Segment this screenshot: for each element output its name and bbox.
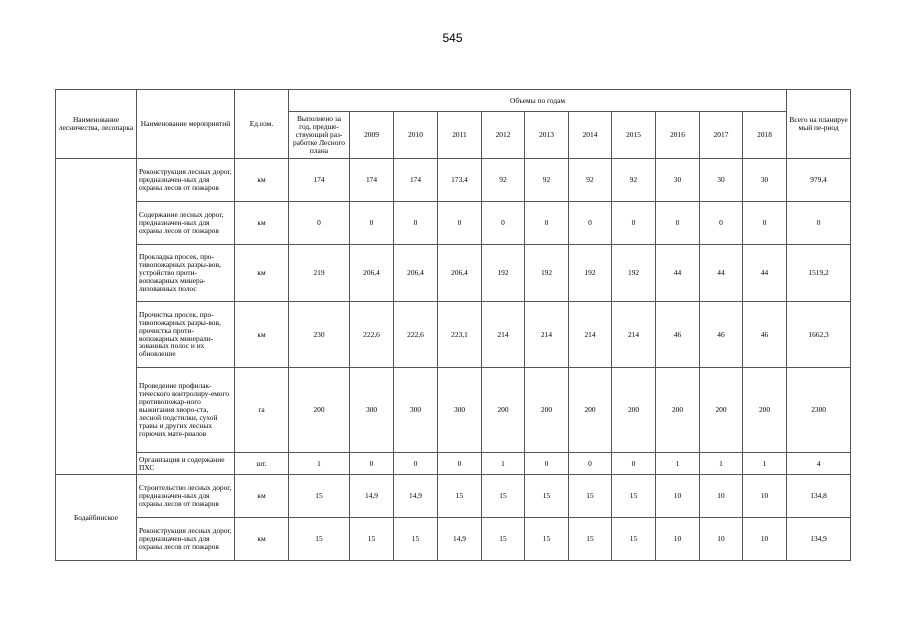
header-activity: Наименование мероприятий xyxy=(137,90,235,159)
unit-cell: км xyxy=(235,302,289,368)
value-cell: 30 xyxy=(656,159,700,202)
total-cell: 979,4 xyxy=(787,159,851,202)
value-cell: 15 xyxy=(394,518,438,561)
value-cell: 214 xyxy=(482,302,525,368)
activity-cell: Проведение профилак-тического контролиру-емого противопожар-ного выжигания хворо-ста, лесной подстилки, сухой травы и других лесных горючих мате-риалов xyxy=(137,368,235,453)
header-previous-year: Выполнено за год, предше-ствующий раз-работке Лесного плана xyxy=(289,112,350,159)
value-cell: 92 xyxy=(612,159,656,202)
table-row xyxy=(56,475,851,518)
prev-cell: 15 xyxy=(289,518,350,561)
header-year: 2012 xyxy=(482,112,525,159)
value-cell: 14,9 xyxy=(350,475,394,518)
header-year: 2009 xyxy=(350,112,394,159)
unit-cell: шт. xyxy=(235,453,289,475)
value-cell: 46 xyxy=(700,302,743,368)
table-row xyxy=(56,518,851,561)
value-cell: 0 xyxy=(700,202,743,245)
forestry-cell xyxy=(56,159,137,475)
unit-cell: км xyxy=(235,202,289,245)
value-cell: 0 xyxy=(569,453,612,475)
value-cell: 10 xyxy=(700,518,743,561)
value-cell: 44 xyxy=(743,245,787,302)
value-cell: 0 xyxy=(569,202,612,245)
value-cell: 200 xyxy=(612,368,656,453)
value-cell: 92 xyxy=(569,159,612,202)
table-row xyxy=(56,453,851,475)
prev-cell: 174 xyxy=(289,159,350,202)
value-cell: 30 xyxy=(743,159,787,202)
total-cell: 1662,3 xyxy=(787,302,851,368)
value-cell: 192 xyxy=(482,245,525,302)
value-cell: 206,4 xyxy=(350,245,394,302)
value-cell: 15 xyxy=(612,518,656,561)
value-cell: 0 xyxy=(525,453,569,475)
value-cell: 0 xyxy=(438,202,482,245)
value-cell: 0 xyxy=(656,202,700,245)
value-cell: 222,6 xyxy=(394,302,438,368)
value-cell: 0 xyxy=(612,202,656,245)
total-cell: 2300 xyxy=(787,368,851,453)
value-cell: 15 xyxy=(525,518,569,561)
value-cell: 192 xyxy=(569,245,612,302)
activity-cell: Реконструкция лесных дорог, предназначен-ных для охраны лесов от пожаров xyxy=(137,159,235,202)
value-cell: 15 xyxy=(482,475,525,518)
value-cell: 214 xyxy=(525,302,569,368)
value-cell: 174 xyxy=(394,159,438,202)
page-number: 545 xyxy=(442,31,463,45)
activity-cell: Строительство лесных дорог, предназначен-ных для охраны лесов от пожаров xyxy=(137,475,235,518)
table-row xyxy=(56,302,851,368)
value-cell: 46 xyxy=(743,302,787,368)
value-cell: 10 xyxy=(700,475,743,518)
value-cell: 0 xyxy=(482,202,525,245)
value-cell: 14,9 xyxy=(438,518,482,561)
value-cell: 10 xyxy=(743,475,787,518)
value-cell: 200 xyxy=(656,368,700,453)
value-cell: 0 xyxy=(350,453,394,475)
value-cell: 222,6 xyxy=(350,302,394,368)
value-cell: 46 xyxy=(656,302,700,368)
total-cell: 134,8 xyxy=(787,475,851,518)
prev-cell: 219 xyxy=(289,245,350,302)
value-cell: 206,4 xyxy=(438,245,482,302)
value-cell: 15 xyxy=(438,475,482,518)
value-cell: 15 xyxy=(569,475,612,518)
value-cell: 10 xyxy=(656,475,700,518)
value-cell: 174 xyxy=(350,159,394,202)
total-cell: 4 xyxy=(787,453,851,475)
prev-cell: 230 xyxy=(289,302,350,368)
header-year: 2011 xyxy=(438,112,482,159)
header-year: 2015 xyxy=(612,112,656,159)
header-year: 2016 xyxy=(656,112,700,159)
header-year: 2017 xyxy=(700,112,743,159)
total-cell: 0 xyxy=(787,202,851,245)
value-cell: 0 xyxy=(394,202,438,245)
value-cell: 0 xyxy=(394,453,438,475)
value-cell: 44 xyxy=(656,245,700,302)
header-year: 2018 xyxy=(743,112,787,159)
value-cell: 300 xyxy=(350,368,394,453)
table-row xyxy=(56,368,851,453)
prev-cell: 15 xyxy=(289,475,350,518)
value-cell: 14,9 xyxy=(394,475,438,518)
value-cell: 10 xyxy=(743,518,787,561)
value-cell: 44 xyxy=(700,245,743,302)
total-cell: 1519,2 xyxy=(787,245,851,302)
unit-cell: км xyxy=(235,245,289,302)
value-cell: 10 xyxy=(656,518,700,561)
value-cell: 92 xyxy=(525,159,569,202)
value-cell: 1 xyxy=(743,453,787,475)
value-cell: 15 xyxy=(482,518,525,561)
table-row xyxy=(56,202,851,245)
value-cell: 1 xyxy=(482,453,525,475)
prev-cell: 1 xyxy=(289,453,350,475)
table-row xyxy=(56,245,851,302)
prev-cell: 200 xyxy=(289,368,350,453)
header-unit: Ед.изм. xyxy=(235,90,289,159)
header-year: 2013 xyxy=(525,112,569,159)
forestry-cell: Бодайбинское xyxy=(56,475,137,561)
value-cell: 0 xyxy=(743,202,787,245)
header-year: 2014 xyxy=(569,112,612,159)
value-cell: 206,4 xyxy=(394,245,438,302)
value-cell: 15 xyxy=(350,518,394,561)
activity-cell: Реконструкция лесных дорог, предназначен-ных для охраны лесов от пожаров xyxy=(137,518,235,561)
table-row xyxy=(56,159,851,202)
value-cell: 200 xyxy=(743,368,787,453)
value-cell: 1 xyxy=(656,453,700,475)
unit-cell: км xyxy=(235,159,289,202)
header-volumes-by-year: Объемы по годам xyxy=(289,90,787,112)
total-cell: 134,9 xyxy=(787,518,851,561)
header-forestry: Наименование лесничества, лесопарка xyxy=(56,90,137,159)
value-cell: 0 xyxy=(438,453,482,475)
value-cell: 0 xyxy=(350,202,394,245)
value-cell: 214 xyxy=(569,302,612,368)
unit-cell: км xyxy=(235,475,289,518)
value-cell: 0 xyxy=(525,202,569,245)
value-cell: 1 xyxy=(700,453,743,475)
value-cell: 192 xyxy=(525,245,569,302)
value-cell: 0 xyxy=(612,453,656,475)
value-cell: 173,4 xyxy=(438,159,482,202)
value-cell: 15 xyxy=(525,475,569,518)
value-cell: 92 xyxy=(482,159,525,202)
value-cell: 300 xyxy=(438,368,482,453)
value-cell: 192 xyxy=(612,245,656,302)
value-cell: 200 xyxy=(569,368,612,453)
value-cell: 223,1 xyxy=(438,302,482,368)
activity-cell: Прочистка просек, про-тивопожарных разры-вов, прочистка проти-вопожарных минерали-зованных полос и их обновление xyxy=(137,302,235,368)
value-cell: 214 xyxy=(612,302,656,368)
value-cell: 200 xyxy=(525,368,569,453)
value-cell: 30 xyxy=(700,159,743,202)
header-year: 2010 xyxy=(394,112,438,159)
prev-cell: 0 xyxy=(289,202,350,245)
header-total: Всего на планируе мый пе-риод xyxy=(787,90,851,159)
value-cell: 15 xyxy=(612,475,656,518)
value-cell: 200 xyxy=(700,368,743,453)
unit-cell: га xyxy=(235,368,289,453)
value-cell: 15 xyxy=(569,518,612,561)
forest-fire-measures-table xyxy=(55,89,851,561)
activity-cell: Прокладка просек, про-тивопожарных разры-вов, устройство проти-вопожарных минера-лизованных полос xyxy=(137,245,235,302)
value-cell: 300 xyxy=(394,368,438,453)
activity-cell: Организация и содержание ПХС xyxy=(137,453,235,475)
unit-cell: км xyxy=(235,518,289,561)
value-cell: 200 xyxy=(482,368,525,453)
activity-cell: Содержание лесных дорог, предназначен-ных для охраны лесов от пожаров xyxy=(137,202,235,245)
